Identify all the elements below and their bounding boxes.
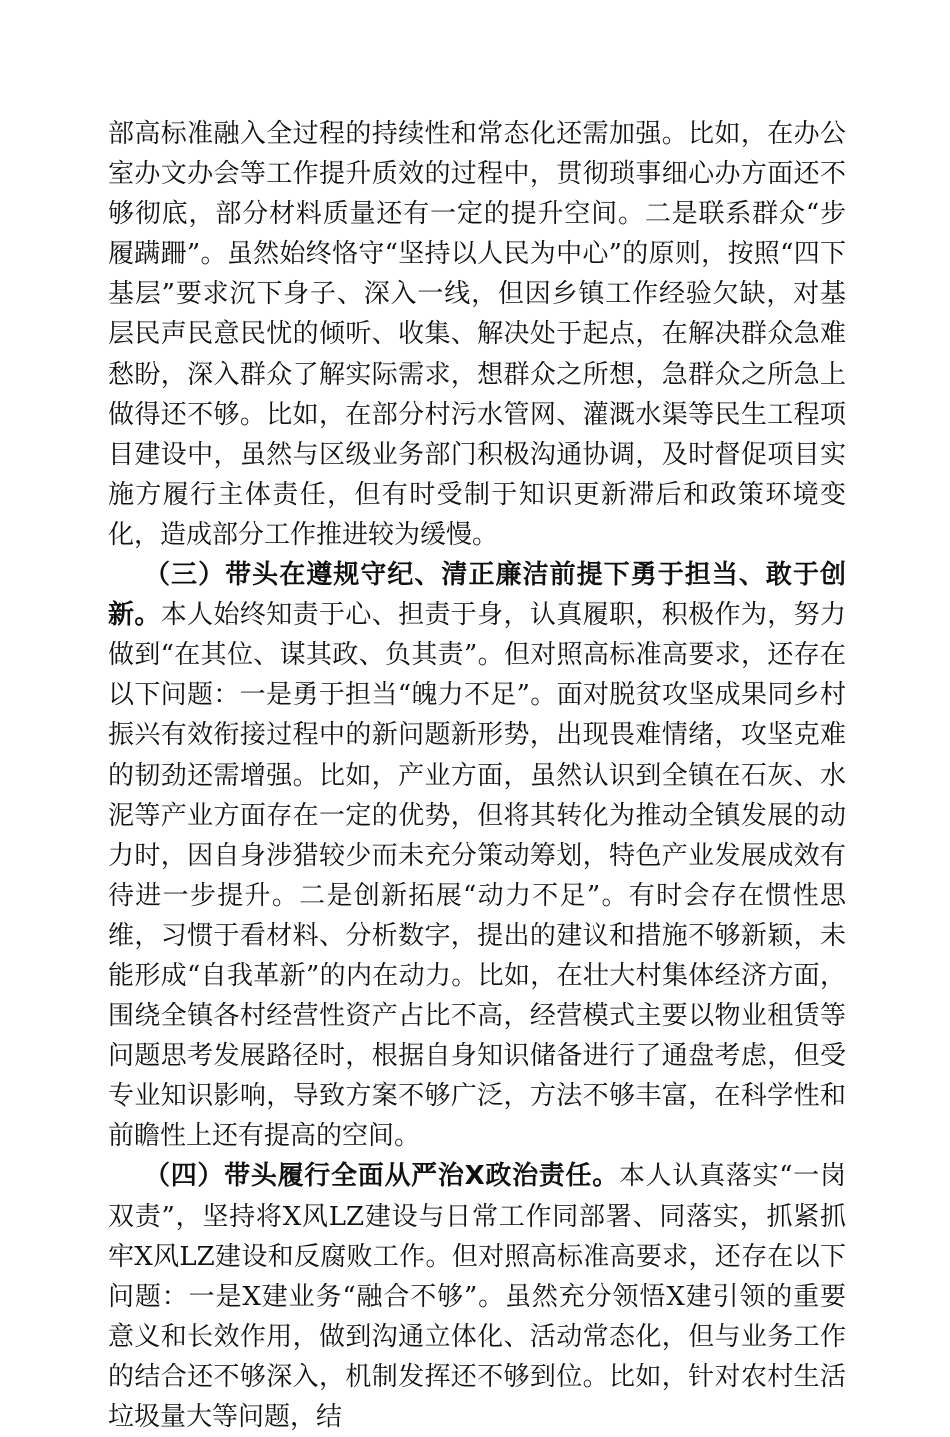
document-page — [108, 114, 846, 1437]
paragraph-text: 部高标准融入全过程的持续性和常态化还需加强。比如，在办公室办文办会等工作提升质效的过程中，贯彻琐事细心办方面还不够彻底，部分材料质量还有一定的提升空间。二是联系群众“步履蹒跚”。虽然始终恪守“坚持以人民为中心”的原则，按照“四下基层”要求沉下身子、深入一线，但因乡镇工作经验欠缺，对基层民声民意民忧的倾听、收集、解决处于起点，在解决群众急难愁盼，深入群众了解实际需求，想群众之所想，急群众之所急上做得还不够。比如，在部分村污水管网、灌溉水渠等民生工程项目建设中，虽然与区级业务部门积极沟通协调，及时督促项目实施方履行主体责任，但有时受制于知识更新滞后和政策环境变化，造成部分工作推进较为缓慢。 — [108, 119, 846, 550]
paragraph-section-four — [108, 1156, 846, 1437]
paragraph-section-three — [108, 555, 846, 1156]
paragraph-text: 本人始终知责于心、担责于身，认真履职，积极作为，努力做到“在其位、谋其政、负其责”。但对照高标准高要求，还存在以下问题：一是勇于担当“魄力不足”。面对脱贫攻坚成果同乡村振兴有效衔接过程中的新问题新形势，出现畏难情绪，攻坚克难的韧劲还需增强。比如，产业方面，虽然认识到全镇在石灰、水泥等产业方面存在一定的优势，但将其转化为推动全镇发展的动力时，因自身涉猎较少而未充分策动筹划，特色产业发展成效有待进一步提升。二是创新拓展“动力不足”。有时会存在惯性思维，习惯于看材料、分析数字，提出的建议和措施不够新颖，未能形成“自我革新”的内在动力。比如，在壮大村集体经济方面，围绕全镇各村经营性资产占比不高，经营模式主要以物业租赁等问题思考发展路径时，根据自身知识储备进行了通盘考虑，但受专业知识影响，导致方案不够广泛，方法不够丰富，在科学性和前瞻性上还有提高的空间。 — [108, 600, 846, 1152]
section-heading: （四）带头履行全面从严治X政治责任。 — [144, 1161, 619, 1192]
paragraph-text: 本人认真落实“一岗双责”，坚持将X风LZ建设与日常工作同部署、同落实，抓紧抓牢X风LZ建设和反腐败工作。但对照高标准高要求，还存在以下问题：一是X建业务“融合不够”。虽然充分领悟X建引领的重要意义和长效作用，做到沟通立体化、活动常态化，但与业务工作的结合还不够深入，机制发挥还不够到位。比如，针对农村生活垃圾量大等问题，结 — [108, 1161, 847, 1432]
paragraph-continuation — [108, 114, 846, 555]
section-heading: （三）带头在遵规守纪、清正廉洁前提下勇于担当、敢于创新。 — [108, 560, 846, 631]
